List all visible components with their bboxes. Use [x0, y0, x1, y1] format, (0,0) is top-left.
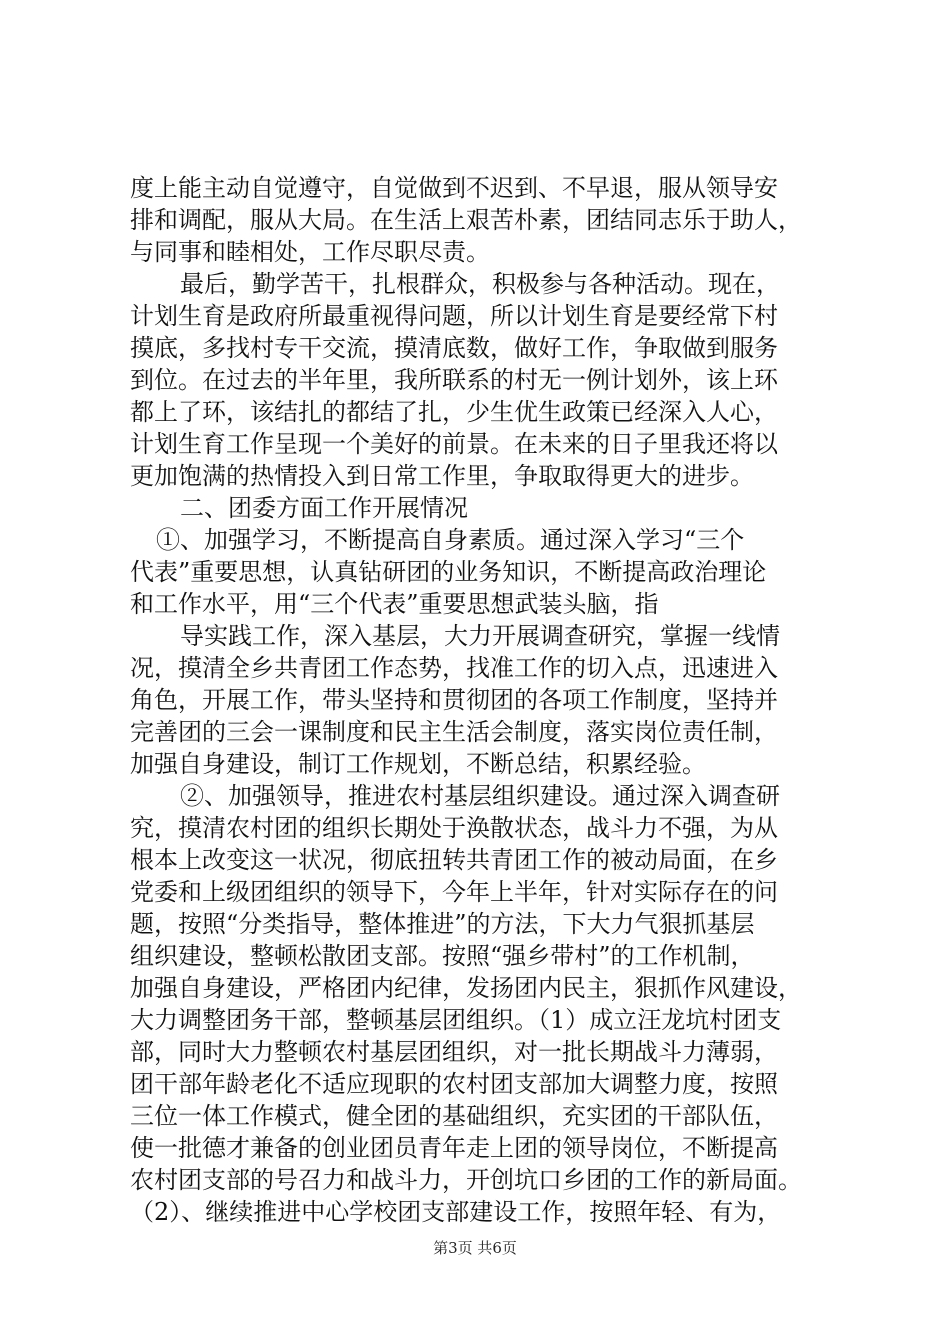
text-line: ②、加强领导，推进农村基层组织建设。通过深入调查研: [180, 782, 780, 810]
text-line: 度上能主动自觉遵守，自觉做到不迟到、不早退，服从领导安: [130, 174, 778, 202]
text-line: 计划生育工作呈现一个美好的前景。在未来的日子里我还将以: [130, 430, 778, 458]
text-line: 组织建设，整顿松散团支部。按照“强乡带村”的工作机制，: [130, 942, 755, 970]
text-line: 完善团的三会一课制度和民主生活会制度，落实岗位责任制，: [130, 718, 778, 746]
text-line: 使一批德才兼备的创业团员青年走上团的领导岗位，不断提高: [130, 1134, 778, 1162]
text-line: 最后，勤学苦干，扎根群众，积极参与各种活动。现在，: [180, 270, 780, 298]
section-heading: 二、团委方面工作开展情况: [180, 494, 468, 522]
text-line: 加强自身建设，严格团内纪律，发扬团内民主，狠抓作风建设，: [130, 974, 802, 1002]
page-footer: [0, 1238, 950, 1258]
text-line: 计划生育是政府所最重视得问题，所以计划生育是要经常下村: [130, 302, 778, 330]
text-line: 加强自身建设，制订工作规划，不断总结，积累经验。: [130, 750, 706, 778]
text-line: 团干部年龄老化不适应现职的农村团支部加大调整力度，按照: [130, 1070, 778, 1098]
text-line: 根本上改变这一状况，彻底扭转共青团工作的被动局面，在乡: [130, 846, 778, 874]
text-line: （2）、继续推进中心学校团支部建设工作，按照年轻、有为，: [130, 1198, 782, 1226]
text-line: 都上了环，该结扎的都结了扎，少生优生政策已经深入人心，: [130, 398, 778, 426]
text-line: 究，摸清农村团的组织长期处于涣散状态，战斗力不强，为从: [130, 814, 778, 842]
text-line: 排和调配，服从大局。在生活上艰苦朴素，团结同志乐于助人，: [130, 206, 802, 234]
text-line: 和工作水平，用“三个代表”重要思想武装头脑，指: [130, 590, 659, 618]
text-line: 代表”重要思想，认真钻研团的业务知识，不断提高政治理论: [130, 558, 767, 586]
text-line: 大力调整团务干部，整顿基层团组织。（1）成立汪龙坑村团支: [130, 1006, 782, 1034]
text-line: 更加饱满的热情投入到日常工作里，争取取得更大的进步。: [130, 462, 754, 490]
text-line: 与同事和睦相处，工作尽职尽责。: [130, 238, 490, 266]
text-line: 部，同时大力整顿农村基层团组织，对一批长期战斗力薄弱，: [130, 1038, 778, 1066]
text-line: 况，摸清全乡共青团工作态势，找准工作的切入点，迅速进入: [130, 654, 778, 682]
text-line: ①、加强学习，不断提高自身素质。通过深入学习“三个: [156, 526, 745, 554]
text-line: 角色，开展工作，带头坚持和贯彻团的各项工作制度，坚持并: [130, 686, 778, 714]
text-line: 农村团支部的号召力和战斗力，开创坑口乡团的工作的新局面。: [130, 1166, 802, 1194]
text-line: 三位一体工作模式，健全团的基础组织，充实团的干部队伍，: [130, 1102, 778, 1130]
document-body: [130, 172, 830, 1228]
text-line: 摸底，多找村专干交流，摸清底数，做好工作，争取做到服务: [130, 334, 778, 362]
text-line: 到位。在过去的半年里，我所联系的村无一例计划外，该上环: [130, 366, 778, 394]
page-number: 第3页 共6页: [433, 1239, 517, 1257]
text-line: 党委和上级团组织的领导下，今年上半年，针对实际存在的问: [130, 878, 778, 906]
text-line: 题，按照“分类指导，整体推进”的方法，下大力气狠抓基层: [130, 910, 755, 938]
text-line: 导实践工作，深入基层，大力开展调查研究，掌握一线情: [180, 622, 780, 650]
